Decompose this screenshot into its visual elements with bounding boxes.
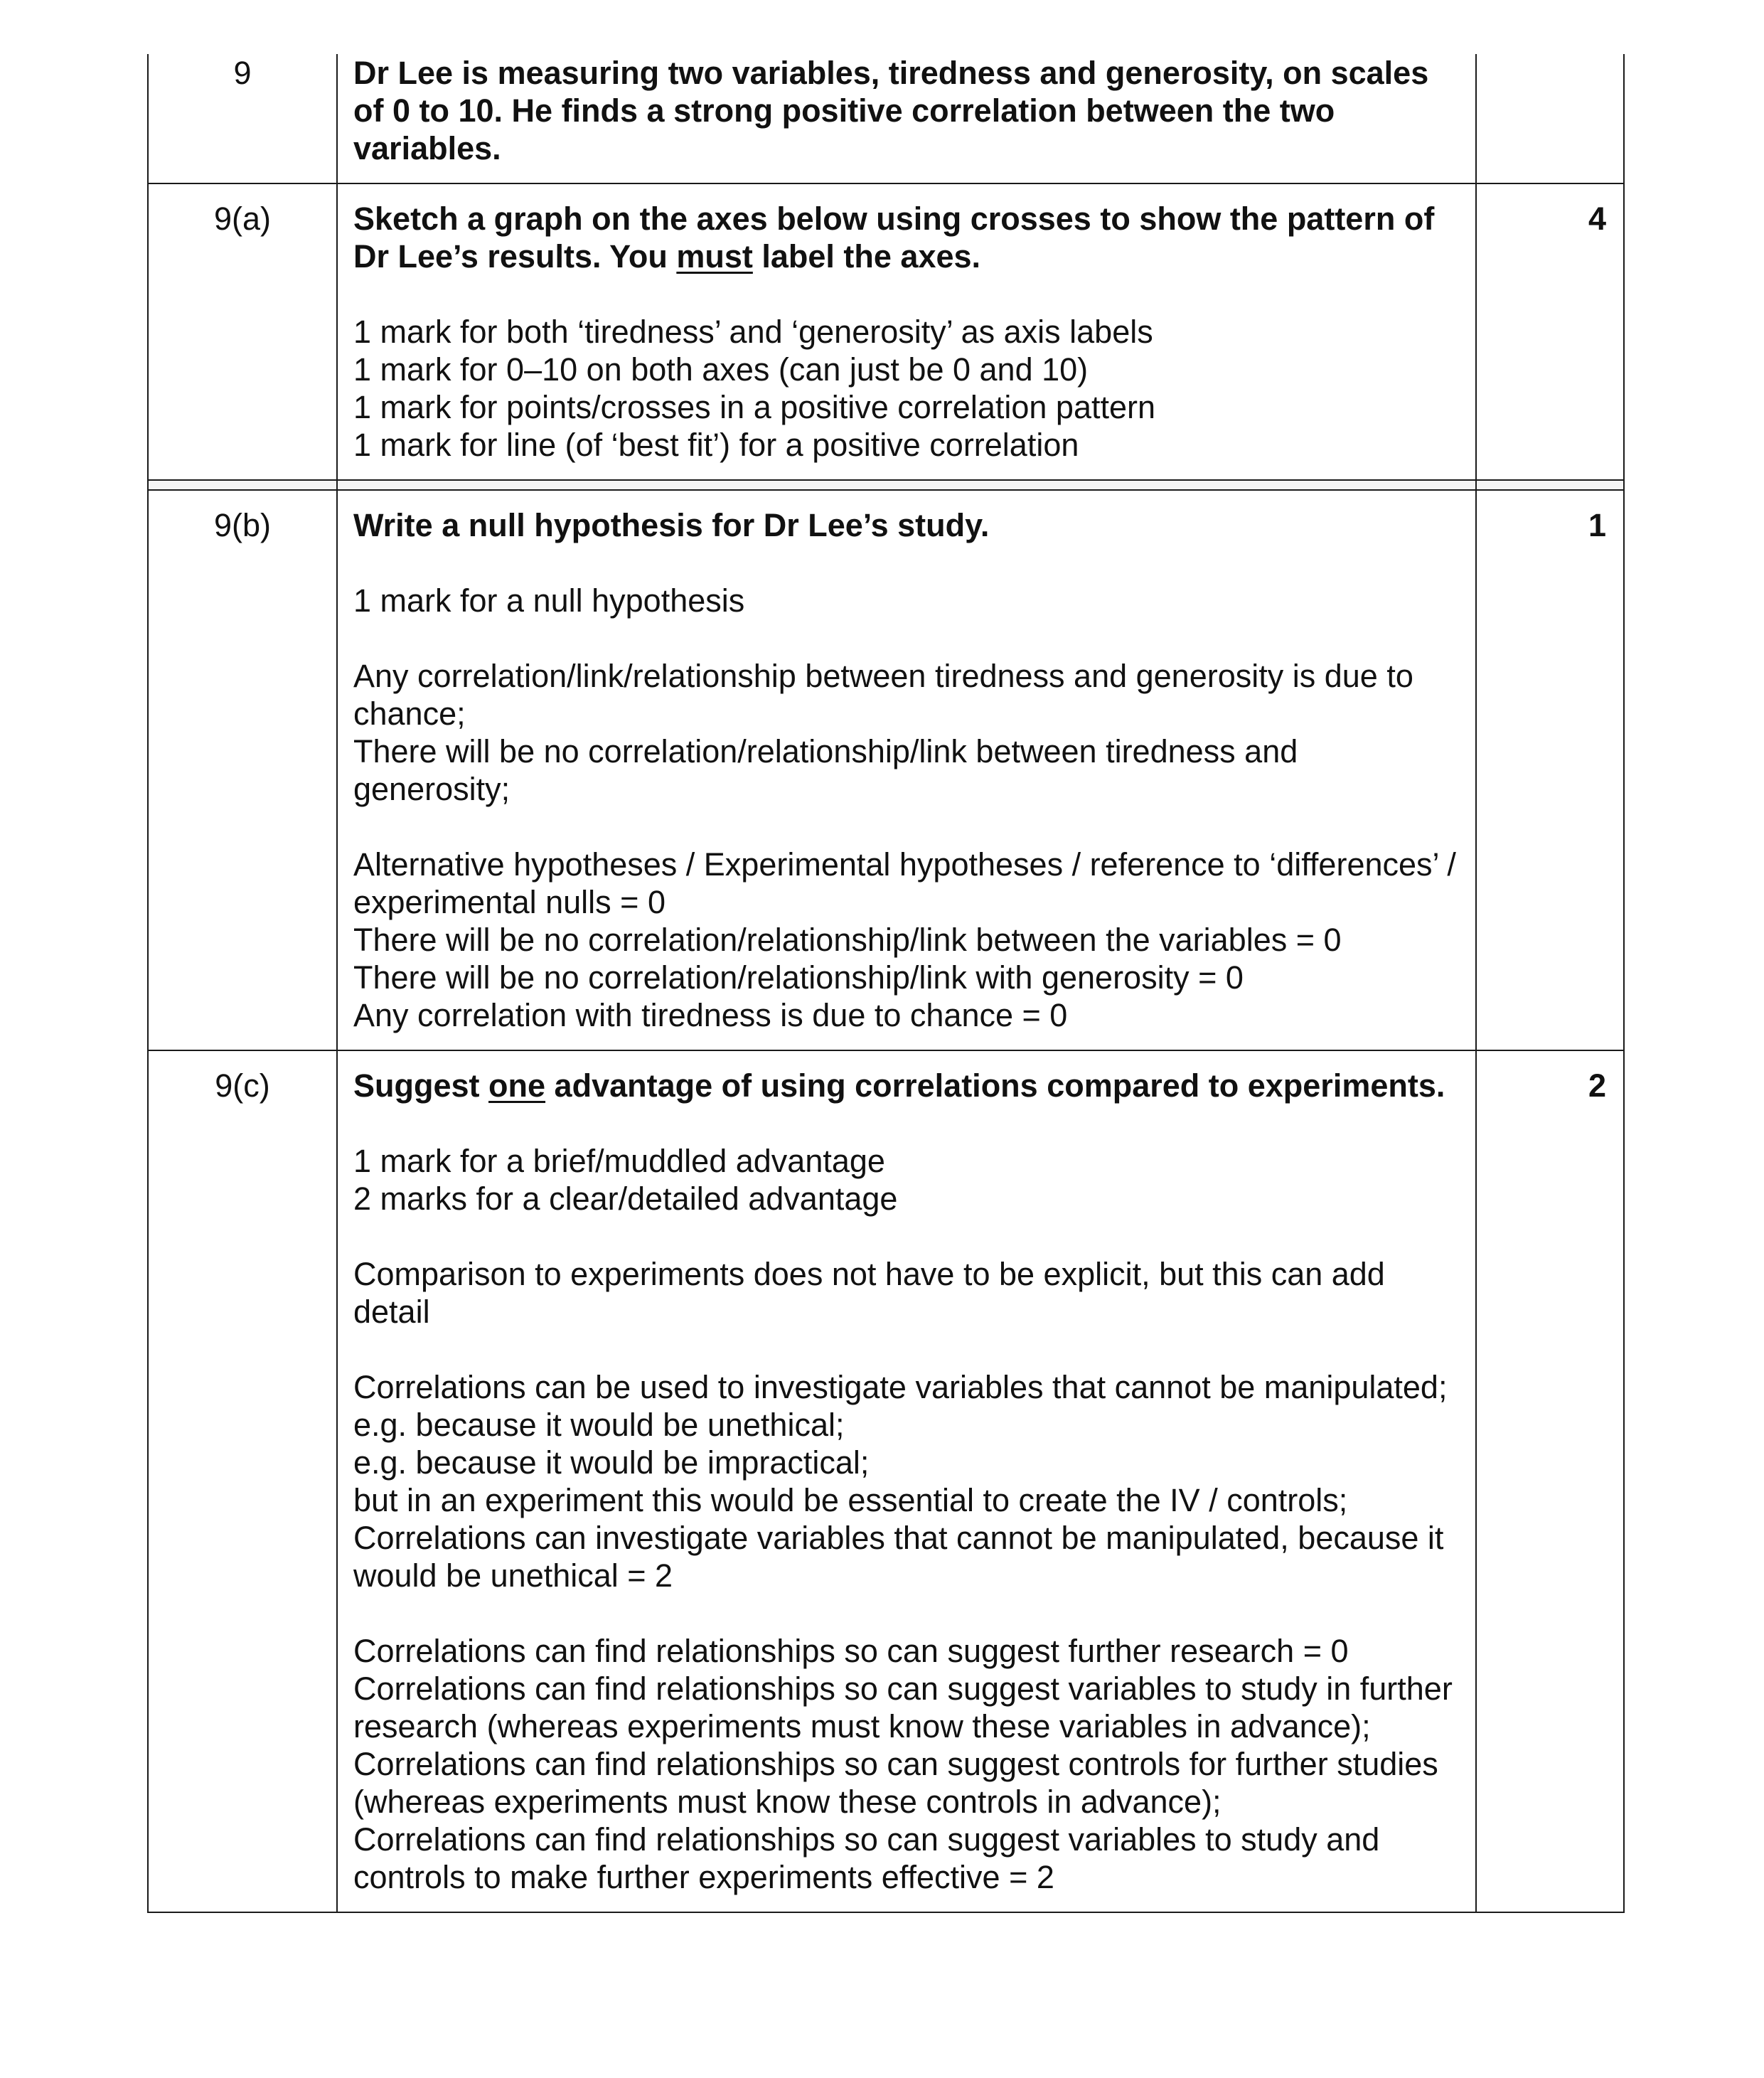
- reject-answer: There will be no correlation/relationship/link with generosity = 0: [353, 959, 1244, 996]
- question-row-9: [148, 54, 1624, 183]
- question-row-9b: [148, 490, 1624, 1050]
- indicative-answer: Correlations can investigate variables that cannot be manipulated, because it would be unethical = 2: [353, 1520, 1444, 1594]
- question-text: Sketch a graph on the axes below using crosses to show the pattern of Dr Lee’s results. You must label the axes.: [353, 201, 1435, 275]
- marks-cell: [1476, 54, 1624, 183]
- question-number: 9(b): [148, 490, 337, 1050]
- emphasis: must: [676, 238, 753, 275]
- indicative-answer: Correlations can find relationships so can suggest further research = 0: [353, 1633, 1349, 1669]
- marks-cell: 2: [1476, 1050, 1624, 1912]
- indicative-answer: Correlations can be used to investigate variables that cannot be manipulated;: [353, 1369, 1448, 1405]
- criterion: 1 mark for line (of ‘best fit’) for a positive correlation: [353, 427, 1079, 463]
- guidance-note: Comparison to experiments does not have to be explicit, but this can add detail: [353, 1256, 1385, 1330]
- reject-answer: Alternative hypotheses / Experimental hypotheses / reference to ‘differences’ / experimental nulls = 0: [353, 846, 1456, 920]
- row-separator: [148, 480, 1624, 490]
- indicative-answer: Correlations can find relationships so can suggest controls for further studies (whereas experiments must know these controls in advance);: [353, 1746, 1438, 1820]
- accept-answer: There will be no correlation/relationship/link between tiredness and generosity;: [353, 733, 1298, 807]
- accept-answer: Any correlation/link/relationship between tiredness and generosity is due to chance;: [353, 658, 1413, 732]
- criterion: 1 mark for 0–10 on both axes (can just be 0 and 10): [353, 351, 1089, 388]
- criterion: 1 mark for a brief/muddled advantage: [353, 1143, 885, 1179]
- mark-scheme-page: [147, 54, 1623, 1913]
- criterion: 1 mark for points/crosses in a positive correlation pattern: [353, 389, 1156, 425]
- marks-cell: 4: [1476, 183, 1624, 480]
- question-number: 9(a): [148, 183, 337, 480]
- criterion: 1 mark for a null hypothesis: [353, 582, 745, 619]
- criterion: 1 mark for both ‘tiredness’ and ‘generosity’ as axis labels: [353, 314, 1153, 350]
- question-row-9a: [148, 183, 1624, 480]
- question-text: Suggest one advantage of using correlations compared to experiments.: [353, 1067, 1445, 1104]
- reject-answer: Any correlation with tiredness is due to chance = 0: [353, 997, 1068, 1033]
- indicative-answer: but in an experiment this would be essential to create the IV / controls;: [353, 1482, 1348, 1518]
- question-number: 9: [148, 54, 337, 183]
- question-row-9c: [148, 1050, 1624, 1912]
- emphasis: one: [488, 1067, 546, 1104]
- reject-answer: There will be no correlation/relationship/link between the variables = 0: [353, 922, 1342, 958]
- indicative-answer: e.g. because it would be unethical;: [353, 1407, 845, 1443]
- question-number: 9(c): [148, 1050, 337, 1912]
- mark-scheme-table: [147, 54, 1625, 1913]
- indicative-answer: Correlations can find relationships so can suggest variables to study in further research (whereas experiments must know these variables in advance);: [353, 1671, 1453, 1744]
- indicative-answer: Correlations can find relationships so can suggest variables to study and controls to make further experiments effective = 2: [353, 1821, 1380, 1895]
- question-text: Write a null hypothesis for Dr Lee’s study.: [353, 507, 990, 543]
- criterion: 2 marks for a clear/detailed advantage: [353, 1181, 898, 1217]
- marks-cell: 1: [1476, 490, 1624, 1050]
- question-stem: Dr Lee is measuring two variables, tiredness and generosity, on scales of 0 to 10. He finds a strong positive correlation between the two variables.: [353, 55, 1429, 166]
- indicative-answer: e.g. because it would be impractical;: [353, 1444, 870, 1481]
